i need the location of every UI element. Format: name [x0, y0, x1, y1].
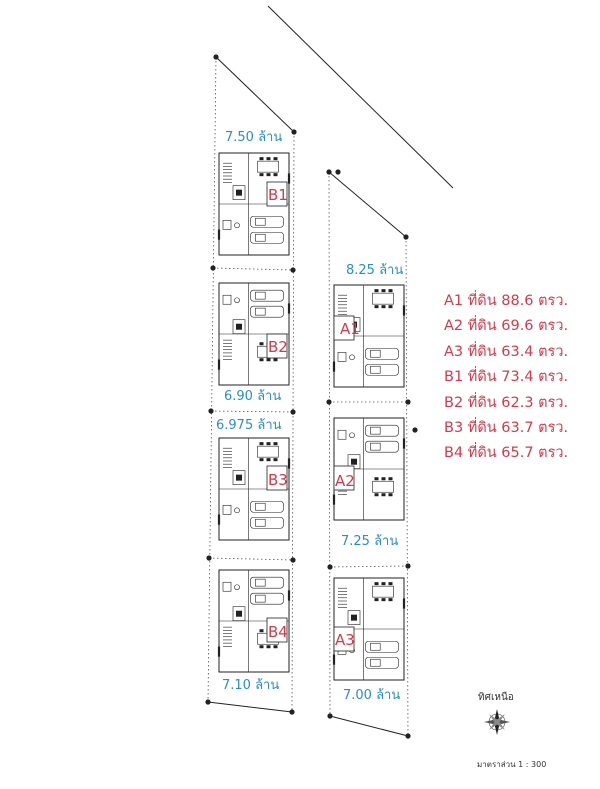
- a-lot-divider: [330, 566, 408, 567]
- a-strip-left-edge: [329, 172, 330, 716]
- car-window: [255, 579, 265, 586]
- boundary-pin: [206, 555, 211, 560]
- dining-table: [373, 293, 394, 304]
- toilet: [350, 433, 355, 438]
- a-strip-right-edge: [406, 237, 408, 736]
- plot-label-a2: A2: [335, 472, 355, 490]
- chair: [267, 173, 271, 176]
- b-strip-right-edge: [292, 132, 294, 712]
- boundary-pin: [335, 169, 340, 174]
- land-area-legend: [444, 291, 594, 469]
- boundary-pin: [327, 713, 332, 718]
- a-strip-bottom-edge: [330, 716, 408, 736]
- boundary-pin: [326, 399, 331, 404]
- toilet: [235, 223, 240, 228]
- toilet: [235, 508, 240, 513]
- bath-fixture: [223, 505, 231, 514]
- coffee-table: [236, 324, 242, 330]
- chair: [267, 645, 271, 648]
- boundary-pin: [326, 169, 331, 174]
- b-lot-divider: [209, 558, 293, 560]
- price-b4: 7.10 ล้าน: [222, 678, 280, 693]
- plot-label-b1: B1: [268, 186, 288, 204]
- chair: [260, 358, 264, 361]
- toilet: [235, 298, 240, 303]
- legend-row-a3: A3 ที่ดิน 63.4 ตรว.: [444, 343, 569, 360]
- boundary-pin: [405, 399, 410, 404]
- coffee-table: [236, 611, 242, 617]
- legend-row-b3: B3 ที่ดิน 63.7 ตรว.: [444, 419, 569, 436]
- north-label: ทิศเหนือ: [478, 692, 514, 703]
- north-arrow-icon: [484, 709, 510, 735]
- boundary-pin: [290, 409, 295, 414]
- chair: [274, 358, 278, 361]
- chair: [260, 458, 264, 461]
- chair: [274, 173, 278, 176]
- bath-fixture: [223, 220, 231, 229]
- boundary-pin: [327, 564, 332, 569]
- chair: [260, 173, 264, 176]
- price-a2: 7.25 ล้าน: [341, 534, 399, 549]
- b-lot-divider: [211, 411, 293, 412]
- chair: [274, 157, 278, 160]
- boundary-pin: [205, 699, 210, 704]
- coffee-table: [236, 475, 242, 481]
- bath-fixture: [338, 352, 346, 361]
- car-window: [255, 503, 265, 510]
- car-window: [370, 643, 380, 650]
- lot-boundaries: [205, 6, 453, 739]
- chair: [382, 582, 386, 585]
- plot-label-b4: B4: [268, 623, 288, 641]
- toilet: [350, 355, 355, 360]
- chair: [267, 157, 271, 160]
- car-window: [255, 292, 265, 299]
- chair: [260, 342, 264, 345]
- boundary-pin: [208, 408, 213, 413]
- price-b2: 6.90 ล้าน: [224, 389, 282, 404]
- car-window: [370, 427, 380, 434]
- dining-table: [258, 446, 279, 457]
- car-window: [370, 350, 380, 357]
- car-window: [255, 308, 265, 315]
- bath-fixture: [223, 295, 231, 304]
- coffee-table: [236, 190, 242, 196]
- car-window: [370, 443, 380, 450]
- dining-table: [373, 481, 394, 492]
- chair: [389, 582, 393, 585]
- chair: [375, 289, 379, 292]
- chair: [260, 645, 264, 648]
- legend-row-b1: B1 ที่ดิน 73.4 ตรว.: [444, 369, 569, 386]
- boundary-pin: [405, 563, 410, 568]
- chair: [267, 358, 271, 361]
- boundary-pin: [289, 709, 294, 714]
- bath-fixture: [338, 430, 346, 439]
- chair: [274, 645, 278, 648]
- boundary-pin: [403, 234, 408, 239]
- toilet: [235, 585, 240, 590]
- chair: [375, 598, 379, 601]
- coffee-table: [351, 615, 357, 621]
- chair: [389, 493, 393, 496]
- chair: [267, 442, 271, 445]
- bath-fixture: [223, 582, 231, 591]
- chair: [389, 305, 393, 308]
- road-edge-line: [268, 6, 453, 188]
- car-window: [255, 234, 265, 241]
- chair: [260, 442, 264, 445]
- plot-label-b3: B3: [268, 471, 288, 489]
- plot-label-a3: A3: [335, 631, 355, 649]
- price-b3: 6.975 ล้าน: [216, 418, 282, 433]
- legend-row-b2: B2 ที่ดิน 62.3 ตรว.: [444, 394, 569, 411]
- chair: [389, 477, 393, 480]
- plot-label-b2: B2: [268, 338, 288, 356]
- boundary-pin: [290, 557, 295, 562]
- boundary-pin: [412, 427, 417, 432]
- plot-label-a1: A1: [340, 320, 360, 338]
- price-a3: 7.00 ล้าน: [343, 688, 401, 703]
- chair: [274, 458, 278, 461]
- price-b1: 7.50 ล้าน: [225, 130, 283, 145]
- boundary-pin: [213, 54, 218, 59]
- a-strip-top-edge: [329, 172, 406, 237]
- chair: [389, 598, 393, 601]
- car-window: [255, 595, 265, 602]
- b-strip-left-edge: [208, 57, 216, 702]
- boundary-pin: [210, 265, 215, 270]
- boundary-pin: [405, 733, 410, 738]
- b-lot-divider: [213, 268, 293, 270]
- chair: [260, 157, 264, 160]
- dining-table: [258, 161, 279, 172]
- car-window: [255, 519, 265, 526]
- dining-table: [373, 586, 394, 597]
- b-strip-bottom-edge: [208, 702, 292, 712]
- chair: [375, 477, 379, 480]
- chair: [389, 289, 393, 292]
- chair: [260, 629, 264, 632]
- chair: [375, 582, 379, 585]
- scale-label: มาตราส่วน 1 : 300: [477, 760, 547, 769]
- chair: [267, 458, 271, 461]
- chair: [375, 305, 379, 308]
- car-window: [370, 659, 380, 666]
- boundary-pin: [291, 129, 296, 134]
- chair: [382, 493, 386, 496]
- chair: [274, 442, 278, 445]
- car-window: [255, 218, 265, 225]
- legend-row-b4: B4 ที่ดิน 65.7 ตรว.: [444, 445, 569, 462]
- b-strip-top-edge: [216, 57, 294, 132]
- chair: [375, 493, 379, 496]
- chair: [382, 598, 386, 601]
- legend-row-a1: A1 ที่ดิน 88.6 ตรว.: [444, 293, 569, 309]
- price-a1: 8.25 ล้าน: [346, 263, 404, 278]
- coffee-table: [351, 459, 357, 465]
- chair: [382, 477, 386, 480]
- legend-row-a2: A2 ที่ดิน 69.6 ตรว.: [444, 318, 569, 335]
- boundary-pin: [290, 267, 295, 272]
- house-floorplans: [219, 153, 404, 680]
- chair: [382, 289, 386, 292]
- car-window: [370, 366, 380, 373]
- chair: [382, 305, 386, 308]
